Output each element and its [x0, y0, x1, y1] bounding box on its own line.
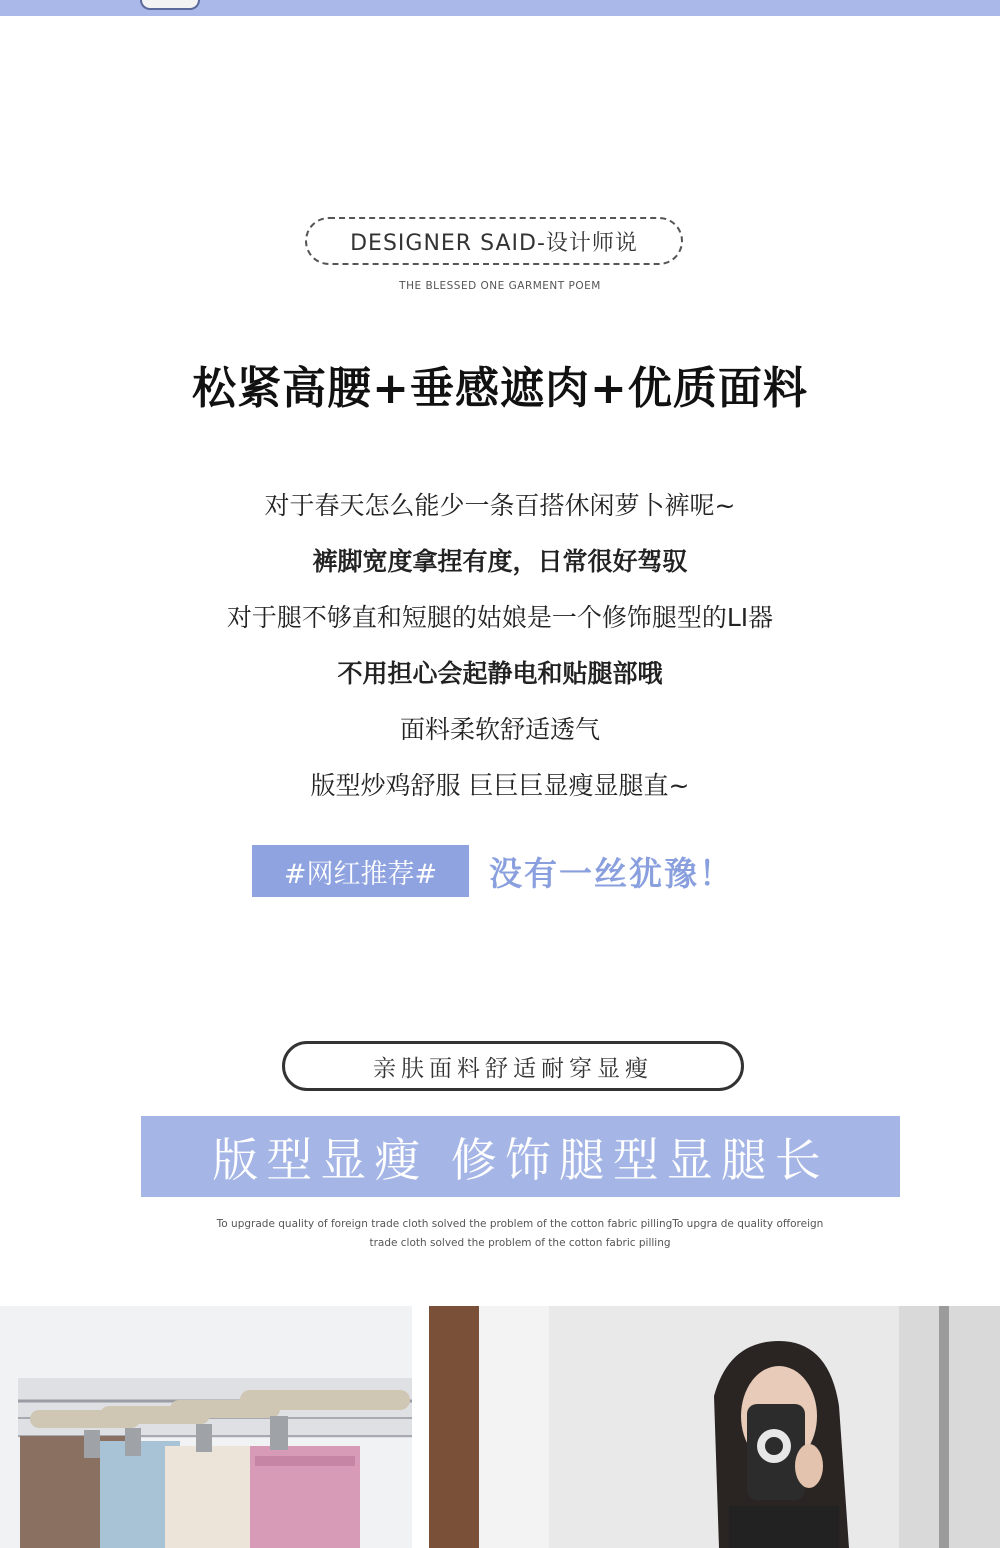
recommend-text: 没有一丝犹豫！: [489, 853, 734, 893]
description-line: 对于腿不够直和短腿的姑娘是一个修饰腿型的LI器: [226, 603, 774, 632]
pants-on-hangers-image: [0, 1306, 412, 1548]
description-line: 对于春天怎么能少一条百搭休闲萝卜裤呢~: [264, 491, 736, 520]
designer-said-label: [305, 217, 683, 265]
recommend-tag: #网红推荐#: [252, 845, 469, 897]
description-line: 版型炒鸡舒服 巨巨巨显瘦显腿直~: [310, 771, 690, 800]
description-line: 裤脚宽度拿捏有度，日常很好驾驭: [312, 547, 688, 576]
feature-banner-text: 版型显瘦 修饰腿型显腿长: [212, 1132, 829, 1187]
designer-said-text: DESIGNER SAID-设计师说: [350, 230, 638, 256]
description-line: 面料柔软舒适透气: [399, 715, 600, 744]
fineprint-line: To upgrade quality of foreign trade cloth solved the problem of the cotton fabric pillingTo upgra de quality offoreign: [216, 1218, 824, 1230]
recommend-row: [252, 845, 734, 897]
page-headline: 松紧高腰+垂感遮肉+优质面料: [192, 363, 808, 414]
fineprint-line: trade cloth solved the problem of the cotton fabric pilling: [369, 1237, 671, 1249]
top-tab-decoration: [140, 0, 200, 10]
description-line: 不用担心会起静电和贴腿部哦: [337, 659, 663, 688]
fineprint: [200, 1215, 840, 1253]
poem-subtitle: THE BLESSED ONE GARMENT POEM: [399, 280, 601, 292]
feature-pill: [282, 1041, 744, 1091]
product-photo-hangers: [0, 1306, 412, 1548]
mirror-selfie-image: [429, 1306, 1000, 1548]
model-photo-selfie: [429, 1306, 1000, 1548]
feature-pill-text: 亲肤面料舒适耐穿显瘦: [373, 1055, 653, 1082]
feature-banner: [141, 1116, 900, 1197]
